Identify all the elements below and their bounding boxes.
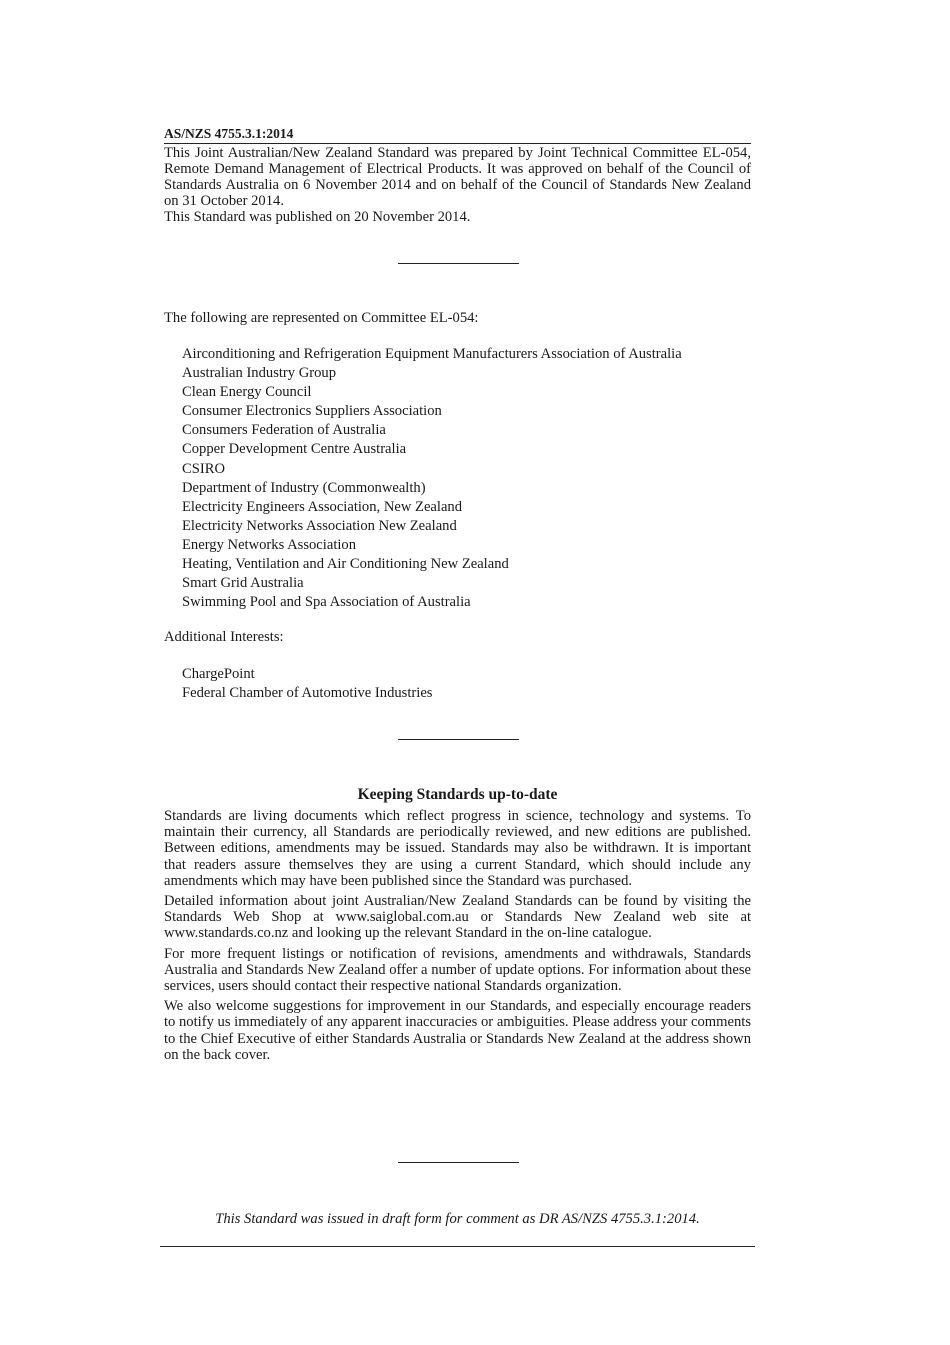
keeping-paragraph: Standards are living documents which reflect progress in science, technology and systems. To maintain their currency, all Standards are periodically reviewed, and new editions are published. Between editions, amendments may be issued. Standards may also be withdrawn. It is important that readers assure themselves they are using a current Standard, which should include any amendments which may have been published since the Standard was purchased.	[164, 808, 751, 889]
standard-number: AS/NZS 4755.3.1:2014	[164, 126, 751, 144]
keeping-standards-section	[164, 808, 751, 1067]
keeping-paragraph: Detailed information about joint Australian/New Zealand Standards can be found by visiting the Standards Web Shop at www.saiglobal.com.au or Standards New Zealand web site at www.standards.co.nz and looking up the relevant Standard in the on-line catalogue.	[164, 893, 751, 942]
section-divider	[398, 1162, 519, 1163]
additional-interests-list	[182, 665, 432, 703]
committee-member: Swimming Pool and Spa Association of Australia	[182, 594, 471, 611]
section-divider	[398, 263, 519, 264]
committee-member: Department of Industry (Commonwealth)	[182, 479, 426, 496]
keeping-paragraph: We also welcome suggestions for improvement in our Standards, and especially encourage readers to notify us immediately of any apparent inaccuracies or ambiguities. Please address your comments to the Chief Executive of either Standards Australia or Standards New Zealand at the address shown on the back cover.	[164, 998, 751, 1063]
committee-member: Copper Development Centre Australia	[182, 441, 407, 458]
committee-member: Electricity Engineers Association, New Zealand	[182, 498, 463, 515]
committee-member: Airconditioning and Refrigeration Equipment Manufacturers Association of Australia	[182, 346, 682, 362]
committee-member: Heating, Ventilation and Air Conditioning New Zealand	[182, 556, 509, 573]
committee-member: Clean Energy Council	[182, 384, 312, 401]
committee-intro: The following are represented on Committee EL-054:	[164, 310, 479, 326]
additional-interest: Federal Chamber of Automotive Industries	[182, 685, 433, 702]
keeping-standards-title: Keeping Standards up-to-date	[357, 786, 558, 803]
additional-interest: ChargePoint	[182, 666, 255, 682]
keeping-paragraph: For more frequent listings or notification of revisions, amendments and withdrawals, Standards Australia and Standards New Zealand offer a number of update options. For information about these services, users should contact their respective national Standards organization.	[164, 945, 751, 995]
footer-rule	[160, 1246, 755, 1247]
committee-member: CSIRO	[182, 460, 225, 477]
preparation-section	[164, 145, 751, 225]
draft-note: This Standard was issued in draft form for comment as DR AS/NZS 4755.3.1:2014.	[215, 1211, 700, 1227]
committee-member: Energy Networks Association	[182, 536, 357, 553]
committee-member: Consumers Federation of Australia	[182, 422, 386, 439]
preparation-paragraph: This Joint Australian/New Zealand Standard was prepared by Joint Technical Committee EL-054, Remote Demand Management of Electrical Products. It was approved on behalf of the Council of Standards Australia on 6 November 2014 and on behalf of the Council of Standards New Zealand on 31 October 2014.	[164, 145, 751, 209]
committee-member: Electricity Networks Association New Zealand	[182, 517, 457, 534]
committee-member-list	[182, 345, 682, 612]
additional-interests-heading: Additional Interests:	[164, 629, 284, 645]
committee-member: Australian Industry Group	[182, 365, 337, 382]
section-divider	[398, 739, 519, 740]
committee-member: Smart Grid Australia	[182, 575, 304, 592]
committee-member: Consumer Electronics Suppliers Association	[182, 403, 442, 420]
publication-date-paragraph: This Standard was published on 20 November 2014.	[164, 209, 471, 225]
